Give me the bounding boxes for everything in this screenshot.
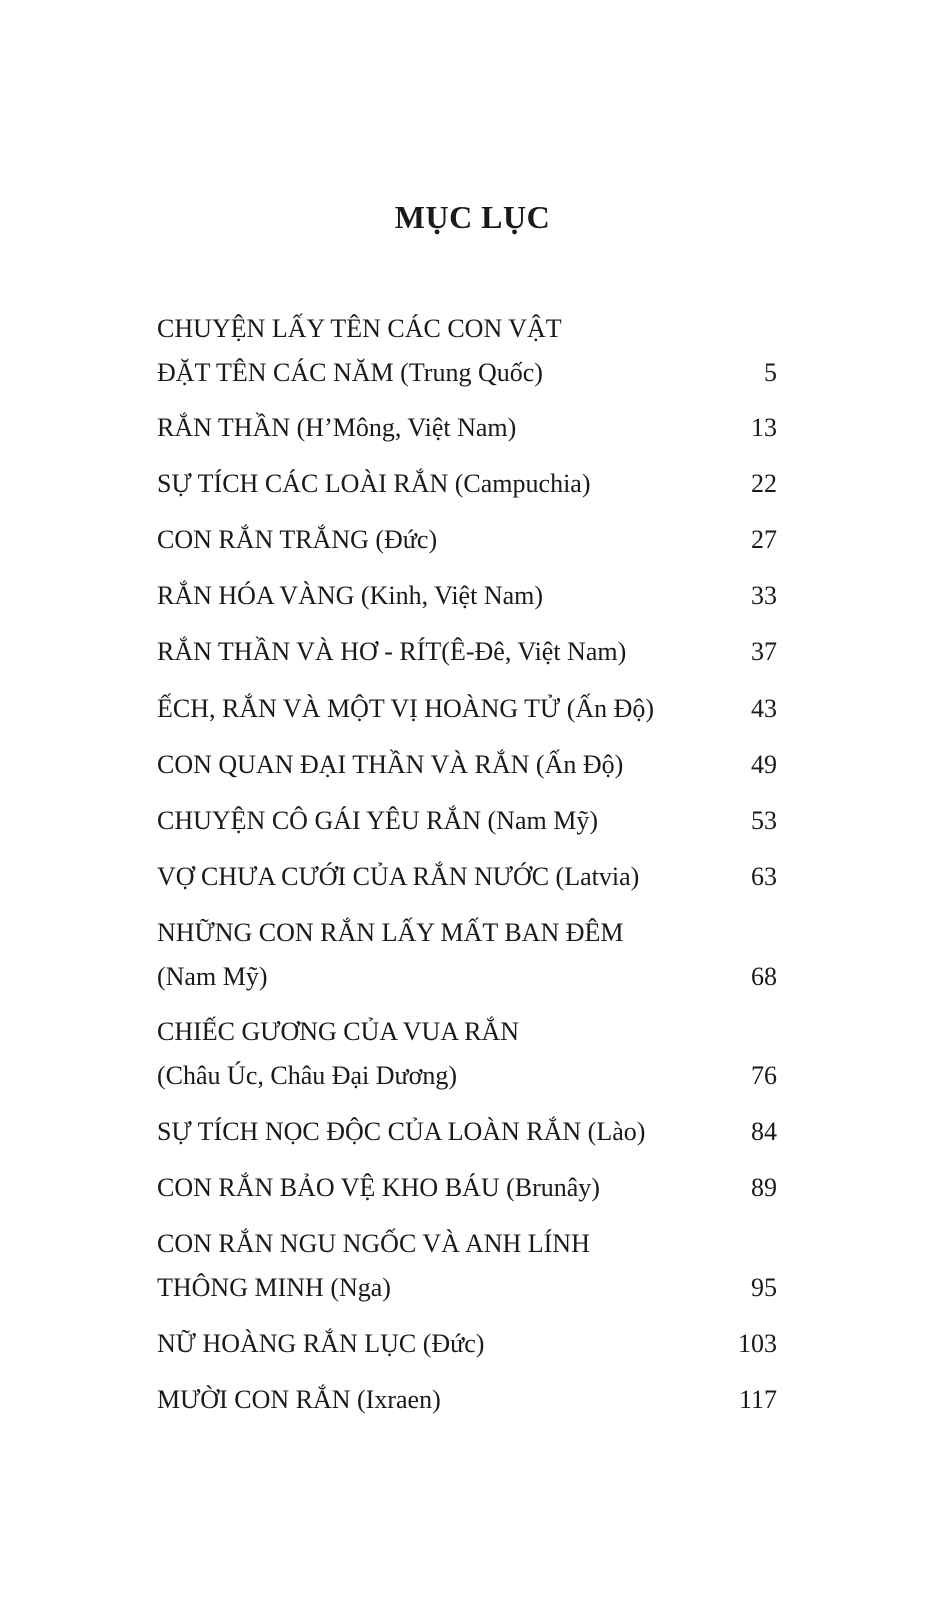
toc-entry-page-number: 13 — [751, 413, 777, 442]
toc-entry — [157, 799, 777, 843]
toc-entry — [157, 307, 777, 395]
toc-entry — [157, 1222, 777, 1310]
toc-entry-title-line: ĐẶT TÊN CÁC NĂM (Trung Quốc) — [157, 358, 543, 387]
toc-entry — [157, 1110, 777, 1154]
toc-entry-title-line: (Nam Mỹ) — [157, 962, 268, 991]
toc-entry-title-line: CHUYỆN CÔ GÁI YÊU RẮN (Nam Mỹ) — [157, 806, 598, 835]
toc-entry — [157, 911, 777, 999]
toc-entry-page-number: 63 — [751, 862, 777, 891]
toc-entry-title-line: NỮ HOÀNG RẮN LỤC (Đức) — [157, 1329, 485, 1358]
toc-entry-title-line: (Châu Úc, Châu Đại Dương) — [157, 1061, 458, 1090]
toc-entry-title-line: CON RẮN BẢO VỆ KHO BÁU (Brunây) — [157, 1173, 600, 1202]
toc-entry-page-number: 33 — [751, 581, 777, 610]
toc-entry — [157, 1378, 777, 1422]
toc-entry-title-line: CON RẮN NGU NGỐC VÀ ANH LÍNH — [157, 1229, 590, 1258]
toc-entry — [157, 1010, 777, 1098]
toc-entry-page-number: 103 — [738, 1329, 777, 1358]
toc-entry-title-line: SỰ TÍCH CÁC LOÀI RẮN (Campuchia) — [157, 469, 591, 498]
toc-entry-page-number: 27 — [751, 525, 777, 554]
toc-entry-title-line: RẮN HÓA VÀNG (Kinh, Việt Nam) — [157, 581, 544, 610]
toc-entry-title-line: NHỮNG CON RẮN LẤY MẤT BAN ĐÊM — [157, 918, 624, 947]
toc-entry — [157, 574, 777, 618]
toc-entry-page-number: 84 — [751, 1117, 777, 1146]
toc-entry-title-line: MƯỜI CON RẮN (Ixraen) — [157, 1385, 441, 1414]
toc-entry-title-line: RẮN THẦN VÀ HƠ - RÍT(Ê-Đê, Việt Nam) — [157, 637, 627, 666]
toc-entry-page-number: 43 — [751, 694, 777, 723]
toc-entry-page-number: 95 — [751, 1273, 777, 1302]
toc-entry-page-number: 53 — [751, 806, 777, 835]
toc-entry-title-line: THÔNG MINH (Nga) — [157, 1273, 391, 1302]
toc-entry-page-number: 37 — [751, 637, 777, 666]
toc-entry-title-line: CHIẾC GƯƠNG CỦA VUA RẮN — [157, 1017, 520, 1046]
page-title: MỤC LỤC — [394, 199, 551, 235]
toc-entry — [157, 518, 777, 562]
toc-entry-page-number: 22 — [751, 469, 777, 498]
toc-entry-page-number: 5 — [764, 358, 777, 387]
toc-entry-page-number: 68 — [751, 962, 777, 991]
toc-entry-title-line: CON RẮN TRẮNG (Đức) — [157, 525, 438, 554]
toc-entry — [157, 630, 777, 674]
toc-entry-title-line: RẮN THẦN (H’Mông, Việt Nam) — [157, 413, 517, 442]
toc-entry-page-number: 49 — [751, 750, 777, 779]
toc-entry — [157, 855, 777, 899]
toc-entry — [157, 743, 777, 787]
toc-entry-page-number: 117 — [738, 1385, 777, 1414]
toc-entry-title-line: ẾCH, RẮN VÀ MỘT VỊ HOÀNG TỬ (Ấn Độ) — [157, 694, 655, 723]
toc-entry-page-number: 89 — [751, 1173, 777, 1202]
toc-entry — [157, 462, 777, 506]
toc-entry — [157, 406, 777, 450]
toc-entry-title-line: CON QUAN ĐẠI THẦN VÀ RẮN (Ấn Độ) — [157, 750, 624, 779]
toc-entry-title-line: CHUYỆN LẤY TÊN CÁC CON VẬT — [157, 314, 562, 343]
toc-entry — [157, 1322, 777, 1366]
toc-entry — [157, 1166, 777, 1210]
toc-entry-page-number: 76 — [751, 1061, 777, 1090]
toc-entry — [157, 687, 777, 731]
toc-entry-title-line: SỰ TÍCH NỌC ĐỘC CỦA LOÀN RẮN (Lào) — [157, 1117, 646, 1146]
toc-entry-title-line: VỢ CHƯA CƯỚI CỦA RẮN NƯỚC (Latvia) — [157, 862, 640, 891]
